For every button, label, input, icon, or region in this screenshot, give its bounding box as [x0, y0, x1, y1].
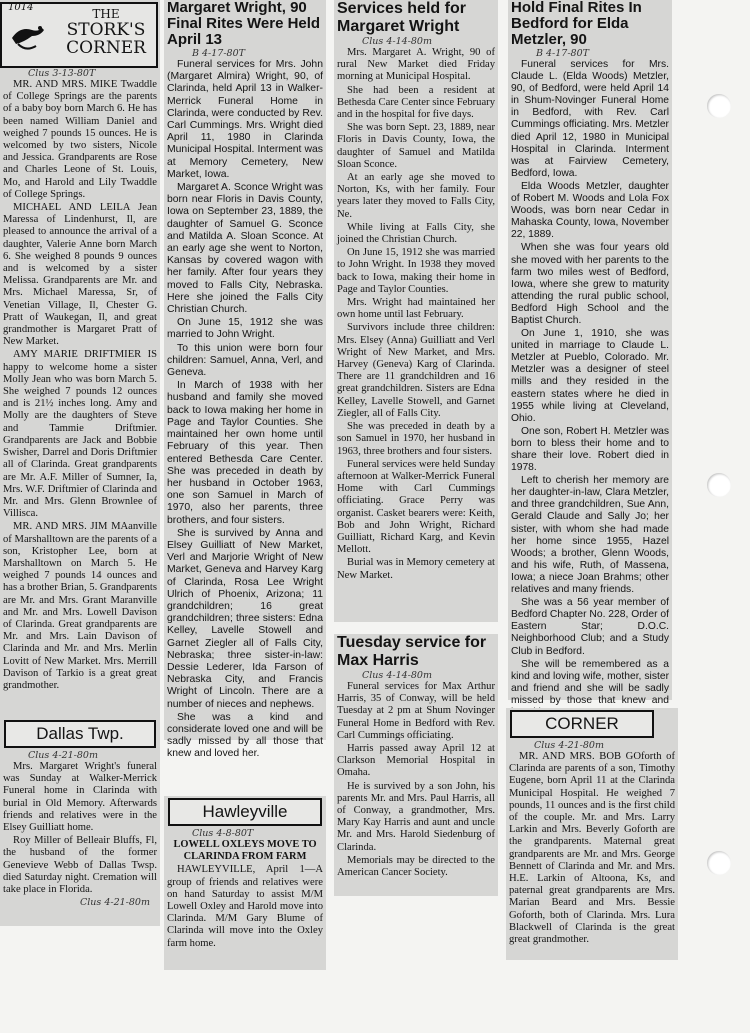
subhead: LOWELL OXLEYS MOVE TO CLARINDA FROM FARM	[173, 839, 317, 863]
birth-announcement: AMY MARIE DRIFTMIER IS happy to welcome home a sister Molly Jean who was born March 5. She weighed 7 pounds 12 ounces and is 21½ inches long. Amy and Molly are the daughters of Steve and Tammie Driftmier. Grandparents are Jack and Bobbie Swisher, Darrel and Doris Driftmier all of Clarinda. Great grandparents are Mr. A.F. Miller of Sumner, Ia, Mrs. W.F. Driftmier of Clarinda and Mr. and Mrs. Glenn Brownlee of Villisca.	[3, 349, 157, 520]
obituary-paragraph: Memorials may be directed to the American Cancer Society.	[337, 854, 495, 879]
storks-title-corner: CORNER	[66, 38, 146, 58]
obituary-paragraph: At an early age she moved to Norton, Ks, with her family. Four years later they moved to Falls City, Ne.	[337, 172, 495, 220]
birth-announcement: MICHAEL AND LEILA Jean Maressa of Lindenhurst, Il, are pleased to announce the arrival of a daughter, Valerie Anne born March 6. She weighed 8 pounds 9 ounces and is welcomed by a sister Melissa. Grandparents are Mr. and Mrs. Michael Maressa, Sr, of Venetian Village, Il, Chester G. Pratt of Waukegan, Il, and great grandmother is Margaret Pratt of New Market.	[3, 202, 157, 348]
handwritten-date: Clus 4-21-80m	[28, 750, 98, 761]
hawleyville-clipping	[164, 796, 326, 970]
handwritten-number: 1014	[8, 2, 34, 13]
storks-corner-text	[0, 79, 160, 692]
obituary-paragraph: Mrs. Wright had maintained her own home until last February.	[337, 297, 495, 321]
obituary-paragraph: Mrs. Margaret A. Wright, 90 of rural New Market died Friday morning at Municipal Hospital.	[337, 47, 495, 83]
headline: Services held for Margaret Wright	[337, 0, 466, 35]
obituary-paragraph: He is survived by a son John, his parents Mr. and Mrs. Paul Harris, all of Conway, a grandmother, Mrs. Mary Kay Harris and aunt and uncle Mr. and Mrs. Harold Siedenburg of Clarinda.	[337, 780, 495, 853]
obituary-paragraph: She was preceded in death by a son Samuel in 1970, her husband in 1963, three brothers and four sisters.	[337, 421, 495, 457]
storks-title-storks: STORK'S	[66, 20, 146, 40]
obituary-paragraph: In March of 1938 with her husband and family she moved back to Iowa making her home in Page and Taylor Counties. She maintained her own home until February of this year. Then entered Bethesda Care Center. She was preceded in death by her husband in October 1963, one son Samuel in March of 1970, also her parents, three brothers, and four sisters.	[167, 380, 323, 526]
handwritten-date: Clus 3-13-80T	[28, 68, 96, 79]
storks-title-the: THE	[92, 7, 120, 21]
handwritten-date: Clus 4-21-80m	[534, 740, 604, 751]
obituary-paragraph: Margaret A. Sconce Wright was born near Floris in Davis County, Iowa on September 23, 1889, the daughter of Samuel G. Sconce and Matilda A. Sloan Sconce. At an early age she went to Norton, Kansas by covered wagon with her family. After four years they moved to Falls City, Nebraska. Here she joined the Falls City Christian Church.	[167, 182, 323, 316]
obituary-paragraph: On June 1, 1910, she was united in marriage to Claude L. Metzler at Pueblo, Colorado. Mr. Metzler was a designer of steel mills and they resided in the eastern states where he died in 1955 while living at Cleveland, Ohio.	[511, 328, 669, 424]
obituary-paragraph: She had been a resident at Bethesda Care Center since February and in the hospital for five days.	[337, 84, 495, 121]
obituary-paragraph: Funeral services were held Sunday afternoon at Walker-Merrick Funeral Home with Carl Cummings officiating. Grace Perry was organist. Casket bearers were: Keith, Bob and John Wright, Richard Guilliatt, Richard Karg, and Kevin Mellott.	[337, 458, 495, 556]
obituary-paragraph: Elda Woods Metzler, daughter of Robert M. Woods and Lola Fox Woods, was born near Cedar in Mahaska County, Iowa, November 22, 1889.	[511, 180, 669, 241]
obituary-paragraph: Burial was in Memory cemetery at New Market.	[337, 557, 495, 581]
headline: Tuesday service for Max Harris	[337, 634, 487, 669]
obituary-paragraph: She will be remembered as a kind and loving wife, mother, sister and friend and she will be sadly missed by those that knew and	[511, 658, 669, 706]
obituary-paragraph: On June 15, 1912 she was married to John Wright.	[167, 317, 323, 341]
obituary-paragraph: On June 15, 1912 she was married to John Wright. In 1938 they moved back to Iowa, making their home in Page and Taylor Counties.	[337, 247, 495, 295]
obituary-paragraph: When she was four years old she moved with her parents to the farm two miles west of Bedford, Iowa, where she grew to maturity attending the rural public school, Bedford High School and the Baptist Church.	[511, 242, 669, 326]
binder-hole	[707, 94, 731, 118]
headline: Margaret Wright, 90 Final Rites Were Held April 13	[167, 0, 321, 48]
headline: Hold Final Rites In Bedford for Elda Metzler, 90	[511, 0, 642, 48]
corner-clipping	[506, 708, 678, 960]
obituary-paragraph: Survivors include three children: Mrs. Elsey (Anna) Guilliatt and Verl Wright of New Market, and Mrs. Harvey (Geneva) Karg of Clarinda. There are 11 grandchildren and 16 great grandchildren. Sisters are Edna Kelley, Lavelle Stowell, and Garnet Ziegler, all of Falls City.	[337, 322, 495, 419]
obituary-paragraph: To this union were born four children: Samuel, Anna, Verl, and Geneva.	[167, 342, 323, 379]
dallas-twp-heading: Dallas Twp.	[4, 720, 156, 748]
handwritten-date: Clus 4-14-80m	[362, 36, 432, 47]
news-paragraph: Roy Miller of Belleair Bluffs, Fl, the husband of the former Genevieve Webb of Dallas Twsp. died Saturday night. Cremation will take place in Florida.	[3, 835, 157, 896]
obituary-paragraph: One son, Robert H. Metzler was born to bless their home and to share their love. Robert died in 1978.	[511, 425, 669, 474]
hawleyville-heading: Hawleyville	[168, 798, 322, 826]
obituary-paragraph: Harris passed away April 12 at Clarkson Memorial Hospital in Omaha.	[337, 743, 495, 779]
binder-hole	[707, 473, 731, 497]
handwritten-date: B 4-17-80T	[536, 48, 589, 59]
max-harris-clipping	[334, 634, 498, 896]
birth-announcement: MR. AND MRS. BOB GOforth of Clarinda are parents of a son, Timothy Eugene, born April 11 at the Clarinda Municipal Hospital. He weighed 7 pounds, 11 ounces and is the first child of the couple. Mr. and Mrs. Larry Larkin and Mrs. Beverly Goforth are the grandparents. Maternal great grandparents are Mr. and Mrs. George Bennett of Clarinda and Mr. and Mrs. H.E. Larkin of Altoona, Ks, and paternal great grandparents are Mrs. Marian Beard and Mrs. Bessie Goforth, both of Clarinda. Mrs. Lura Blackwell of Clarinda is the great great grandmother.	[509, 751, 675, 946]
binder-hole	[707, 851, 731, 875]
handwritten-date: B 4-17-80T	[192, 48, 245, 59]
metzler-clipping	[508, 0, 672, 706]
storks-corner-clipping	[0, 0, 160, 718]
obituary-paragraph: She is survived by Anna and Elsey Guilliatt of New Market, Verl and Marjorie Wright of New Market, Geneva and Harvey Karg of Clarinda, Rosa Lee Wright Ulrich of Phoenix, Arizona; 11 grandchildren; 16 great grandchildren; three sisters: Edna Kelley, Lavelle Stowell and Garnet Ziegler all of Falls City, Nebraska; three sister-in-law: Dessie Lederer, Ida Farson of Nebraska City, and Francis Wright of Lincoln. There are a number of nieces and nephews.	[167, 527, 323, 710]
wright-final-rites-clipping	[164, 0, 326, 760]
handwritten-date: Clus 4-21-80m	[80, 897, 150, 909]
obituary-paragraph: Left to cherish her memory are her daughter-in-law, Clara Metzler, and three grandchildren, Sue Ann, Gerald Claude and Sally Jo; her sister, with whom she had made her home since 1955, Hazel Woods; a brother, Glenn Woods, and his wife, Ruth, of Massena, Iowa; a niece Joan Brahms; other relatives and many friends.	[511, 475, 669, 596]
news-paragraph: HAWLEYVILLE, April 1—A group of friends and relatives were on hand Saturday to assist M/M Lowell Oxley and Harold move into Clarinda. M/M Gary Blume of Clarinda will move into the Oxley farm home.	[167, 864, 323, 949]
stork-logo-icon	[8, 18, 48, 54]
storks-corner-header	[0, 2, 158, 68]
birth-announcement: MR. AND MRS. JIM MAanville of Marshalltown are the parents of a son, Kristopher Lee, born at Marshalltown on March 5. He weighed 7 pounds 14 ounces and has a brother Brian, 5. Grandparents are Mr. and Mrs. Grant Maranville and Mr. and Mrs. Lowell Davison of Clarinda. Great grandparents are Mr. and Mrs. Lain Davison of Clarinda and Mr. and Mrs. Merlin Lovitt of New Market. Mrs. Merrill Davison of Tarkio is a great great grandmother.	[3, 521, 157, 691]
obituary-paragraph: She was a 56 year member of Bedford Chapter No. 228, Order of Eastern Star; D.O.C. Neighborhood Club; and a Study Club in Bedford.	[511, 597, 669, 657]
obituary-paragraph: Funeral services for Mrs. John (Margaret Almira) Wright, 90, of Clarinda, held April 13 in Walker-Merrick Funeral Home in Clarinda, were conducted by Rev. Carl Cummings. Mrs. Wright died April 11, 1980 in Clarinda Municipal Hospital. Interment was at Memory Cemetery, New Market, Iowa.	[167, 59, 323, 180]
obituary-paragraph: While living at Falls City, she joined the Christian Church.	[337, 221, 495, 246]
corner-heading: CORNER	[510, 710, 654, 738]
birth-announcement: MR. AND MRS. MIKE Twaddle of College Springs are the parents of a baby boy born March 6. He has been named William Daniel and weighed 7 pounds 15 ounces. He is welcomed by two sisters, Nicole and Jessica. Grandparents are Rose and Charles Leone of St. Louis, Mo, and Harold and Lily Twaddle of College Springs.	[3, 79, 157, 200]
handwritten-date: Clus 4-8-80T	[192, 828, 254, 839]
obituary-paragraph: She was born Sept. 23, 1889, near Floris in Davis County, Iowa, the daughter of Samuel and Matilda Sloan Sconce.	[337, 122, 495, 170]
obituary-paragraph: Funeral services for Max Arthur Harris, 35 of Conway, will be held Tuesday at 2 pm at Shum Novinger Funeral Home in Bedford with Rev. Carl Cummings officiating.	[337, 681, 495, 741]
news-paragraph: Mrs. Margaret Wright's funeral was Sunday at Walker-Merrick Funeral home in Clarinda with burial in Old Memory. Afterwards friends and relatives were in the Elsey Guilliatt home.	[3, 761, 157, 834]
obituary-paragraph: Funeral services for Mrs. Claude L. (Elda Woods) Metzler, 90, of Bedford, were held April 14 in Shum-Novinger Funeral Home in Bedford, with Rev. Carl Cummings officiating. Mrs. Metzler died April 12, 1980 in Municipal Hospital in Clarinda. Interment was at Fairview Cemetery, Bedford, Iowa.	[511, 59, 669, 179]
services-wright-clipping	[334, 0, 498, 622]
obituary-paragraph: She was a kind and considerate loved one and will be sadly missed by all those that knew and loved her.	[167, 711, 323, 760]
handwritten-date: Clus 4-14-80m	[362, 670, 432, 681]
dallas-twp-clipping	[0, 718, 160, 926]
